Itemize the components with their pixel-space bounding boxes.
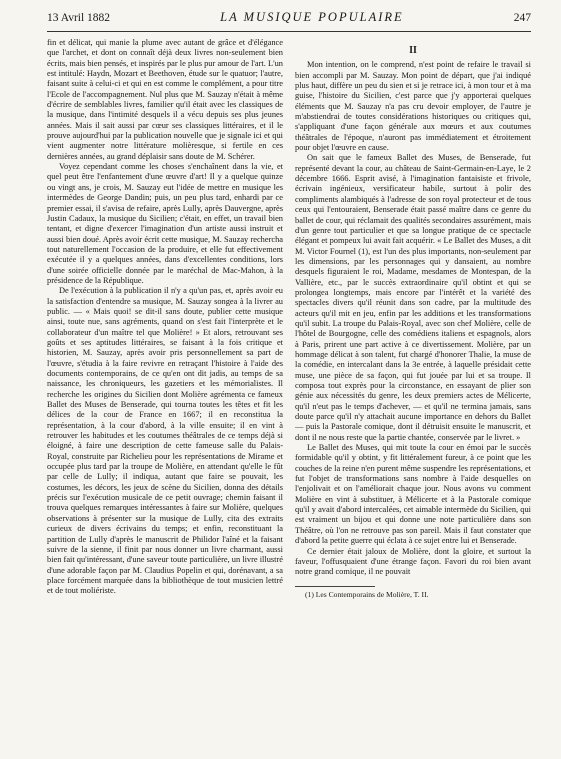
right-paragraph-2: On sait que le fameux Ballet des Muses, de Benserade, fut représenté devant la cour, au château de Saint-Germain-en-Laye, le 2 décembre 1666. Esprit avisé, à l'imagination fantaisiste et frivole, écrivain ingénieux, versificateur habile, surtout à polir des compliments alambiqués à l'adresse de son royal protecteur et de tous ceux qui l'entouraient, Benserade était passé maître dans ce genre du ballet de cour, qui réclamait des qualités secondaires assurément, mais d'un genre tout particulier et que sa longue pratique de ce spectacle élégant et pompeux lui avait fait acquérir. « Le Ballet des Muses, a dit M. Victor Fournel (1), est l'un des plus importants, non-seulement par les dimensions, par les personnages qui y dansaient, au nombre desquels figuraient le roi, Madame, mesdames de Montespan, de la Vallière, etc., par le succès extraordinaire qu'il obtint et qui se prolongea longtemps, mais encore par l'intérêt et la variété des spectacles divers qu'il réunit dans son cadre, par la multitude des acteurs qu'il mit en jeu, enfin par les additions et les transformations qu'il subit. La troupe du Palais-Royal, avec son chef Molière, celle de l'hôtel de Bourgogne, celle des comédiens italiens et espagnols, alors à Paris, prirent une part active à ce divertissement. Molière, par un hommage délicat à son talent, fut chargé d'honorer Thalie, la muse de la comédie, en intercalant dans la 3e entrée, à laquelle présidait cette muse, une pièce de sa façon, qui fut jouée par lui et sa troupe. Il composa tout exprès pour la circonstance, en essayant de plier son génie aux nécessités du genre, les deux premiers actes de Mélicerte, qu'il n'eut pas le temps d'achever, — et qu'il ne termina jamais, sans doute parce qu'il n'y attachait aucune importance en dehors du Ballet — puis la Pastorale comique, dont il détruisit ensuite le manuscrit, et dont il ne nous reste que la partie chantée, conservée par le livret. » <box>295 153 531 442</box>
header-date: 13 Avril 1882 <box>47 12 111 24</box>
right-paragraph-3: Le Ballet des Muses, qui mit toute la cour en émoi par le succès formidable qu'il y obtint, y fit littéralement fureur, à ce point que les couches de la reine n'en purent même suspendre les représentations, et fut l'objet de transformations sans nombre à l'aide desquelles on l'enjolivait et on l'améliorait chaque jour. Nous avons vu comment Molière en vint à substituer, à Mélicerte et à la Pastorale comique qu'il y avait d'abord intercalées, cet aimable intermède du Sicilien, qui est vraiment un bijou et qui donne une note particulière dans son Théâtre, où l'on ne retrouve pas son pareil. Mais il faut constater que d'abord la petite guerre qui éclata à ce sujet entre lui et Benserade. <box>295 443 531 546</box>
left-paragraph-3: De l'exécution à la publication il n'y a qu'un pas, et, après avoir eu la satisfaction d'entendre sa musique, M. Sauzay songea à la livrer au public. — « Mais quoi! se dit-il sans doute, publier cette musique ainsi, toute nue, sans agréments, quand on s'est fait l'interprète et le collaborateur d'un maître tel que Molière! » Et alors, retrouvant ses goûts et ses aptitudes littéraires, se faisant à la fois critique et historien, M. Sauzay, après avoir pris personnellement sa part de l'œuvre, s'étudia à la faire revivre en retraçant l'histoire à l'aide des documents contemporains, de ce qu'en ont dit jadis, au temps de sa naissance, les chroniqueurs, les gazetiers et les mémorialistes. Il recherche les origines du Sicilien dont Molière agrémenta ce fameux Ballet des Muses de Benserade, qui tourna toutes les têtes et fit les délices de la cour de France en 1667; il en reconstitua la représentation, à la cour d'abord, à la ville ensuite; il en vint à retrouver les habitudes et les coutumes théâtrales de ce temps déjà si éloigné, à faire une description de cette fameuse salle du Palais-Royal, construite par Richelieu pour les représentations de Mirame et occupée plus tard par la troupe de Molière, en attendant qu'elle le fût par celle de Lully; il indiqua, autant que faire se pouvait, les costumes, les décors, les jeux de scène du Sicilien, donna des détails précis sur l'exécution musicale de ce petit ouvrage; chemin faisant il trouva quelques remarques intéressantes à faire sur Molière, quelques observations à présenter sur la musique de Lully, cita des extraits curieux de divers écrivains du temps; et enfin, reconstituant la partition de Lully d'après le manuscrit de Philidor l'aîné et la faisant suivre de la sienne, il finit par nous donner un livre charmant, aussi bien fait qu'intéressant, d'une saveur toute particulière, un livre illustré d'une adorable façon par M. Claudius Popelin et qui, dorénavant, a sa place forcément marquée dans la bibliothèque de tout musicien lettré et de tout moliériste. <box>47 286 283 596</box>
right-paragraph-1: Mon intention, on le comprend, n'est point de refaire le travail si bien accompli par M. Sauzay. Mon point de départ, que j'ai indiqué plus haut, diffère un peu du sien et si je retrace ici, à mon tour et à ma guise, l'histoire du Sicilien, c'est parce que j'y apporterai quelques éléments que M. Sauzay n'a pas cru devoir employer, de l'autre je m'abstiendrai de toutes considérations historiques ou critiques qui, s'appliquant d'une façon générale aux mœurs et aux coutumes théâtrales de l'époque, n'auront pas immédiatement et étroitement pour objet l'œuvre en cause. <box>295 60 531 153</box>
page-header <box>47 10 531 32</box>
footnote-divider <box>295 586 375 587</box>
footnote: (1) Les Contemporains de Molière, T. II. <box>305 589 429 599</box>
article-columns <box>47 38 531 599</box>
journal-title: LA MUSIQUE POPULAIRE <box>220 10 404 24</box>
left-column <box>47 38 283 599</box>
section-number: II <box>409 45 417 56</box>
page-number: 247 <box>513 12 531 24</box>
left-paragraph-1: fin et délicat, qui manie la plume avec autant de grâce et d'élégance que l'archet, et dont on connaît déjà deux livres non-seulement bien écrits, mais bien pensés, et inspirés par le plus pur amour de l'art. L'un est intitulé: Haydn, Mozart et Beethoven, étude sur le quatuor; l'autre, faisant suite à celui-ci et qui en est comme le complément, a pour titre l'Ecole de l'accompagnement. Nul plus que M. Sauzay n'était à même d'écrire de semblables livres, familier qu'il était avec les classiques de la musique, dans l'intimité desquels il a vécu depuis ses plus jeunes années. Mais il sait aussi par cœur ses classiques littéraires, et il le prouve aujourd'hui par la publication nouvelle que je signale ici et qui vient augmenter notre littérature molièresque, si fertile en ces dernières années, au grand déplaisir sans doute de M. Schérer. <box>47 38 283 161</box>
left-paragraph-2: Voyez cependant comme les choses s'enchaînent dans la vie, et quel peut être l'enfantement d'une œuvre d'art! Il y a quelque quinze ou vingt ans, je crois, M. Sauzay eut l'idée de mettre en musique les intermèdes de George Dandin; puis, un peu plus tard, enhardi par ce premier essai, il s'avisa de refaire, après Lully, après Dauvergne, après Justin Cadaux, la musique du Sicilien; c'était, en effet, un travail bien tentant, et digne d'exercer l'imagination d'un artiste aussi instruit et aussi bien doué. Après avoir écrit cette musique, M. Sauzay rechercha tout naturellement l'occasion de la produire, et elle fut effectivement exécutée il y a quelques années, dans d'excellentes conditions, lors d'une soirée officielle donnée par le maréchal de Mac-Mahon, à la présidence de la République. <box>47 162 283 285</box>
right-paragraph-4: Ce dernier était jaloux de Molière, dont la gloire, et surtout la faveur, l'offusquaient d'une étrange façon. Favori du roi bien avant notre grand comique, il ne pouvait <box>295 546 531 577</box>
right-column <box>295 38 531 599</box>
